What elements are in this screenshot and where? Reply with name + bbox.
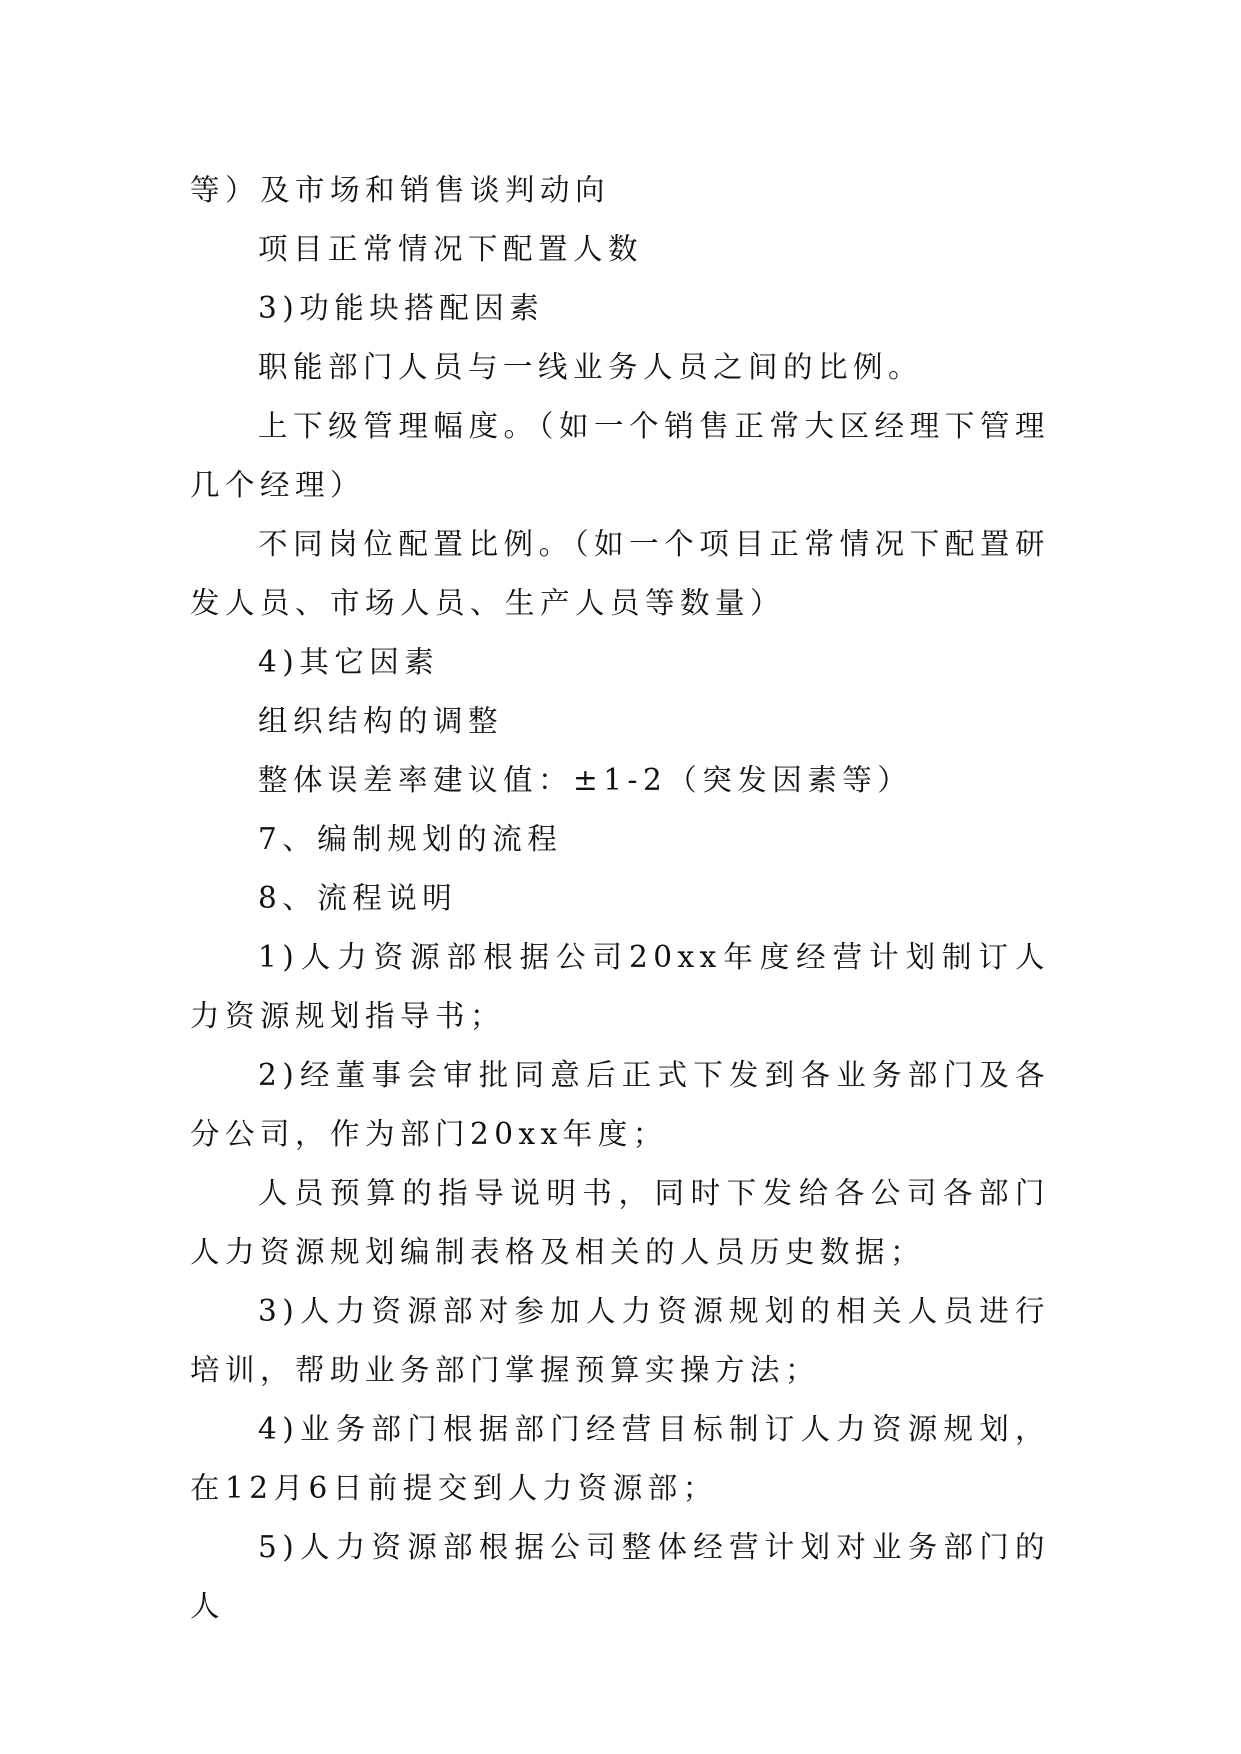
paragraph: 5)人力资源部根据公司整体经营计划对业务部门的人 bbox=[190, 1530, 1050, 1623]
paragraph: 3)人力资源部对参加人力资源规划的相关人员进行培训，帮助业务部门掌握预算实操方法； bbox=[190, 1294, 1050, 1387]
section-heading: 8、流程说明 bbox=[258, 881, 458, 915]
paragraph: 职能部门人员与一线业务人员之间的比例。 bbox=[258, 350, 924, 384]
paragraph: 2)经董事会审批同意后正式下发到各业务部门及各分公司，作为部门20xx年度； bbox=[190, 1058, 1050, 1151]
paragraph: 组织结构的调整 bbox=[258, 704, 504, 738]
paragraph: 人员预算的指导说明书，同时下发给各公司各部门人力资源规划编制表格及相关的人员历史数据； bbox=[190, 1176, 1050, 1269]
paragraph: 整体误差率建议值：±1-2（突发因素等） bbox=[258, 763, 913, 797]
paragraph: 项目正常情况下配置人数 bbox=[258, 232, 644, 266]
section-heading: 4)其它因素 bbox=[258, 645, 440, 679]
section-heading: 3)功能块搭配因素 bbox=[258, 291, 545, 325]
paragraph: 1)人力资源部根据公司20xx年度经营计划制订人力资源规划指导书； bbox=[190, 940, 1050, 1033]
paragraph: 4)业务部门根据部门经营目标制订人力资源规划，在12月6日前提交到人力资源部； bbox=[190, 1412, 1050, 1505]
document-body bbox=[190, 161, 1050, 1636]
section-heading: 7、编制规划的流程 bbox=[258, 822, 563, 856]
paragraph: 不同岗位配置比例。（如一个项目正常情况下配置研发人员、市场人员、生产人员等数量） bbox=[190, 527, 1050, 620]
paragraph: 上下级管理幅度。（如一个销售正常大区经理下管理几个经理） bbox=[190, 409, 1050, 502]
paragraph: 等）及市场和销售谈判动向 bbox=[190, 173, 611, 207]
